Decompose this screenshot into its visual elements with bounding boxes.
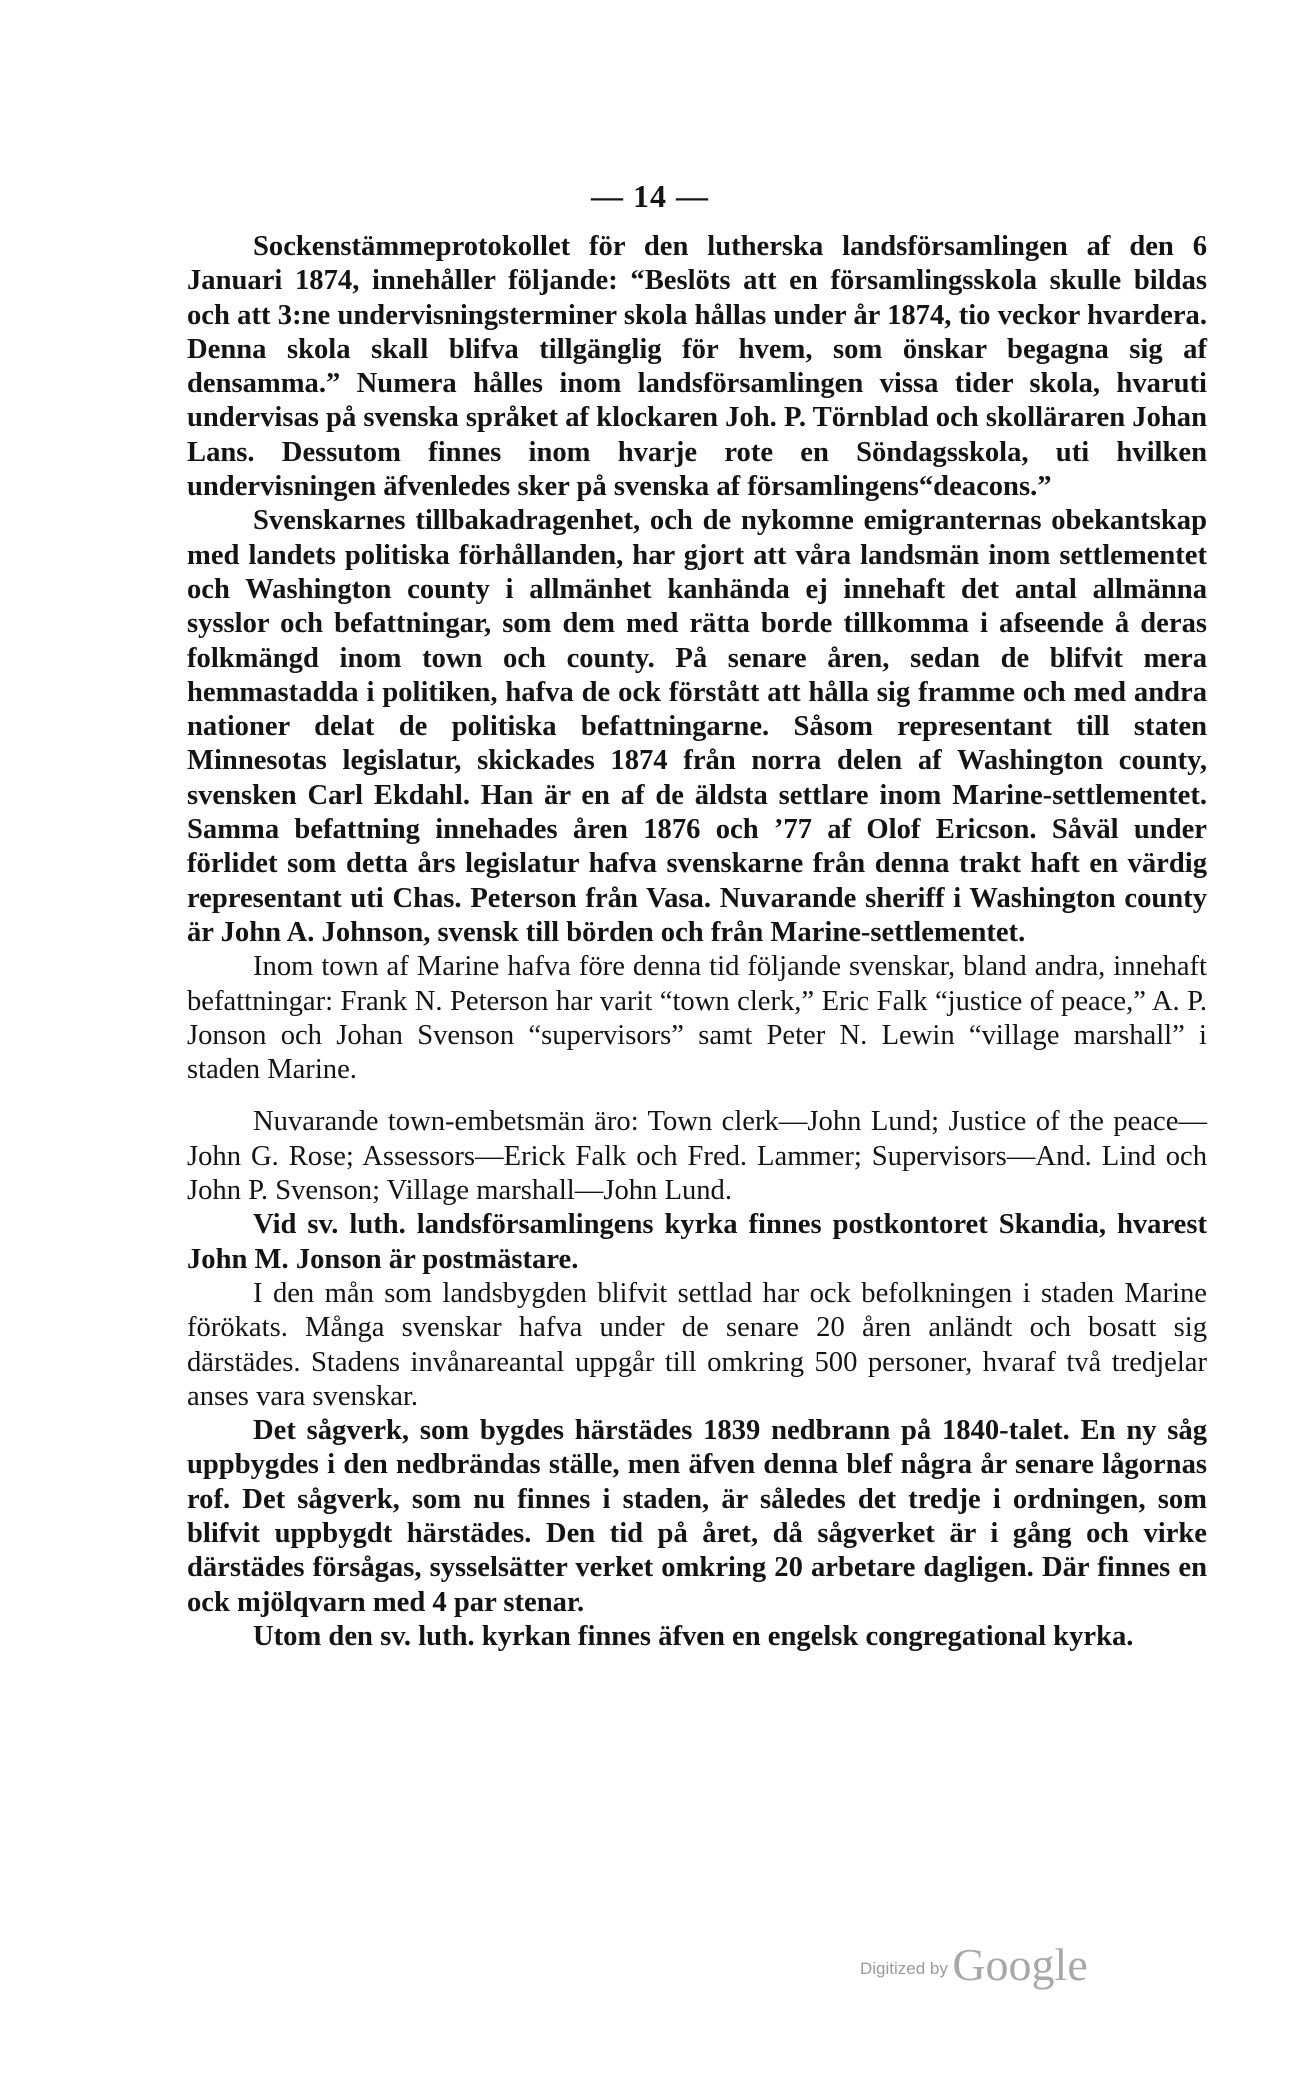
paragraph-sawmill: Det sågverk, som bygdes härstädes 1839 nedbrann på 1840-talet. En ny såg uppbygdes i den nedbrändas ställe, men äfven denna blef några år senare lågornas rof. Det sågverk, som nu finnes i staden, är således det tredje i ordningen, som blifvit uppbygdt härstädes. Den tid på året, då sågverket är i gång och virke därstädes försågas, sysselsätter verket omkring 20 arbetare dagligen. Där finnes en ock mjölqvarn med 4 par stenar. — [187, 1415, 1207, 1618]
paragraph-politics: Svenskarnes tillbakadragenhet, och de nykomne emigranternas obekantskap med landets politiska förhållanden, har gjort att våra landsmän inom settlementet och Washington county i allmänhet kanhända ej innehaft det antal allmänna sysslor och befattningar, som dem med rätta borde tillkomma i afseende å deras folkmängd inom town och county. På senare åren, sedan de blifvit mera hemmastadda i politiken, hafva de ock förstått att hålla sig framme och med andra nationer delat de politiska befattningarne. Såsom representant till staten Minnesotas legislatur, skickades 1874 från norra delen af Washington county, svensken Carl Ekdahl. Han är en af de äldsta settlare inom Marine-settlementet. Samma befattning innehades åren 1876 och ’77 af Olof Ericson. Såväl under förlidet som detta års legislatur hafva svenskarne från denna trakt haft en värdig representant uti Chas. Peterson från Vasa. Nuvarande sheriff i Washington county är John A. Johnson, svensk till börden och från Marine-settlementet. — [187, 505, 1207, 948]
paragraph-school: Sockenstämmeprotokollet för den lutherska landsförsamlingen af den 6 Januari 1874, innehåller följande: “Beslöts att en församlingsskola skulle bildas och att 3:ne undervisningsterminer skola hållas under år 1874, tio veckor hvardera. Denna skola skall blifva tillgänglig för hvem, som önskar begagna sig af densamma.” Numera hålles inom landsförsamlingen vissa tider skola, hvaruti undervisas på svenska språket af klockaren Joh. P. Törnblad och skolläraren Johan Lans. Dessutom finnes inom hvarje rote en Söndagsskola, uti hvilken undervisningen äfvenledes sker på svenska af församlingens“deacons.” — [187, 231, 1207, 503]
digitized-by-watermark — [860, 1938, 1088, 1991]
paragraph-church: Utom den sv. luth. kyrkan finnes äfven en engelsk congregational kyrka. — [253, 1620, 1134, 1652]
google-logo: Google — [952, 1939, 1088, 1990]
paragraph-town-officers-current: Nuvarande town-embetsmän äro: Town clerk—John Lund; Justice of the peace—John G. Rose; Assessors—Erick Falk och Fred. Lammer; Supervisors—And. Lind och John P. Svenson; Village marshall—John Lund. — [187, 1106, 1207, 1207]
watermark-prefix: Digitized by — [860, 1959, 948, 1978]
paragraph-post-office: Vid sv. luth. landsförsamlingens kyrka finnes postkontoret Skandia, hvarest John M. Jonson är postmästare. — [187, 1209, 1207, 1275]
page-number: — 14 — — [591, 178, 709, 214]
paragraph-town-officers-past: Inom town af Marine hafva före denna tid följande svenskar, bland andra, innehaft befattningar: Frank N. Peterson har varit “town clerk,” Eric Falk “justice of peace,” A. P. Jonson och Johan Svenson “supervisors” samt Peter N. Lewin “village marshall” i staden Marine. — [187, 951, 1207, 1086]
paragraph-population: I den mån som landsbygden blifvit settlad har ock befolkningen i staden Marine förökats. Många svenskar hafva under de senare 20 åren anländt och bosatt sig därstädes. Stadens invånareantal uppgår till omkring 500 personer, hvaraf två tredjelar anses vara svenskar. — [187, 1277, 1207, 1412]
body-text — [187, 230, 1207, 1654]
